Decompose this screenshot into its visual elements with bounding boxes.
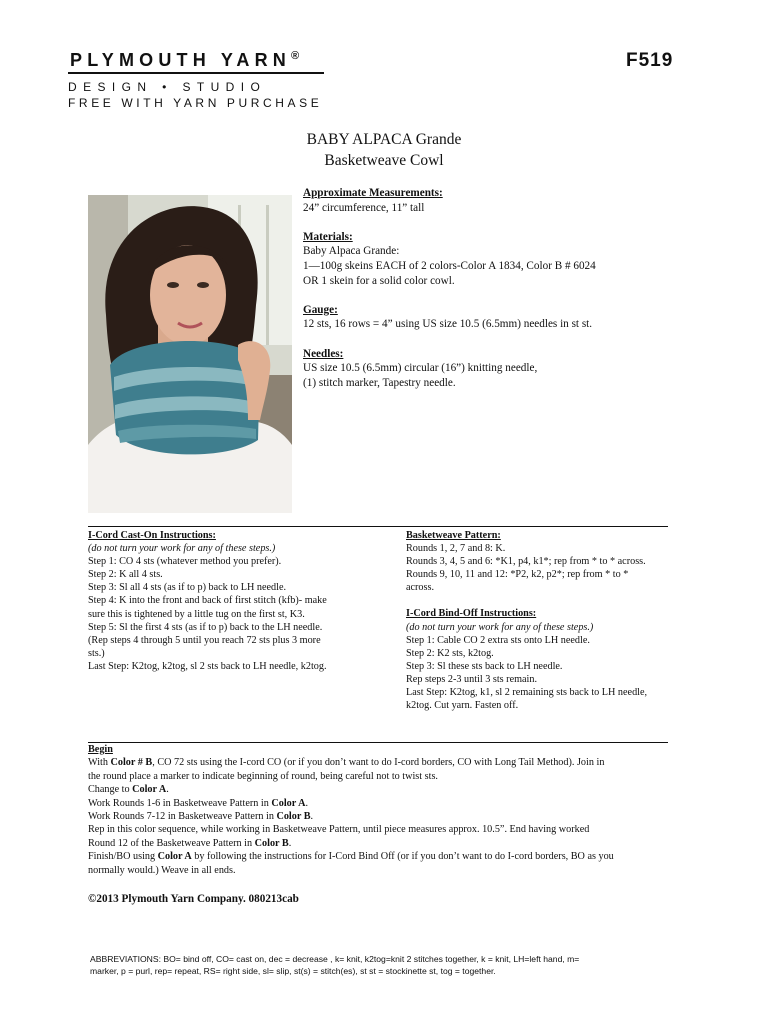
begin-heading: Begin [88, 744, 113, 755]
cast-on-step: Step 2: K all 4 sts. [88, 569, 163, 581]
brand-text: PLYMOUTH YARN [70, 50, 291, 70]
cast-on-step: Step 3: Sl all 4 sts (as if to p) back to LH needle. [88, 582, 287, 594]
cowl-model-photo [88, 195, 292, 513]
cast-on-note: (do not turn your work for any of these steps.) [88, 543, 276, 555]
needles-line: (1) stitch marker, Tapestry needle. [303, 376, 456, 389]
begin-line: Finish/BO using Color A by following the instructions for I-Cord Bind Off (or if you don’t want to do I-cord borders, BO as you [88, 851, 614, 863]
pattern-specs [303, 186, 683, 390]
right-column [406, 529, 681, 712]
needles-line: US size 10.5 (6.5mm) circular (16”) knitting needle, [303, 362, 538, 375]
basketweave-heading: Basketweave Pattern: [406, 530, 501, 541]
cast-on-step: (Rep steps 4 through 5 until you reach 72 sts plus 3 more [88, 634, 321, 646]
materials-heading: Materials: [303, 230, 353, 243]
materials-line: 1—100g skeins EACH of 2 colors-Color A 1834, Color B # 6024 [303, 259, 596, 272]
basketweave-line: Rounds 3, 4, 5 and 6: *K1, p4, k1*; rep from * to * across. [406, 556, 646, 568]
measurements-heading: Approximate Measurements: [303, 187, 443, 199]
bind-off-step: Rep steps 2-3 until 3 sts remain. [406, 673, 538, 685]
bind-off-note: (do not turn your work for any of these steps.) [406, 621, 594, 633]
pattern-code: F519 [626, 50, 674, 71]
design-studio-label: DESIGN • STUDIO [68, 80, 267, 94]
begin-line: Round 12 of the Basketweave Pattern in Color B. [88, 837, 292, 849]
basketweave-line: Rounds 1, 2, 7 and 8: K. [406, 543, 506, 555]
basketweave-line: Rounds 9, 10, 11 and 12: *P2, k2, p2*; rep from * to * [406, 569, 629, 581]
begin-line: Change to Color A. [88, 784, 169, 796]
cast-on-step: Step 5: Sl the first 4 sts (as if to p) back to the LH needle. [88, 621, 323, 633]
cast-on-step: Step 4: K into the front and back of first stitch (kfb)- make [88, 595, 327, 607]
gauge-text: 12 sts, 16 rows = 4” using US size 10.5 (6.5mm) needles in st st. [303, 318, 593, 331]
cast-on-step: sure this is tightened by a little tug on the first st, K3. [88, 608, 305, 620]
pattern-title-yarn: BABY ALPACA Grande [306, 131, 462, 148]
materials-line: OR 1 skein for a solid color cowl. [303, 274, 455, 287]
bind-off-step: Step 3: Sl these sts back to LH needle. [406, 660, 563, 672]
measurements-text: 24” circumference, 11” tall [303, 201, 425, 214]
cast-on-heading: I-Cord Cast-On Instructions: [88, 530, 216, 541]
bind-off-step: Step 1: Cable CO 2 extra sts onto LH needle. [406, 634, 590, 646]
abbreviations [90, 953, 680, 978]
gauge-heading: Gauge: [303, 303, 338, 316]
free-with-purchase-label: FREE WITH YARN PURCHASE [68, 96, 323, 110]
begin-line: With Color # B, CO 72 sts using the I-cord CO (or if you don’t want to do I-cord borders, CO with Long Tail Method). Join in [88, 757, 605, 769]
basketweave-line: across. [406, 582, 435, 594]
begin-line: Rep in this color sequence, while working in Basketweave Pattern, until piece measures approx. 10.5”. End having worked [88, 824, 590, 836]
materials-line: Baby Alpaca Grande: [303, 245, 400, 258]
begin-line: Work Rounds 7-12 in Basketweave Pattern in Color B. [88, 811, 314, 823]
brand-underline [68, 72, 324, 74]
pattern-title-name: Basketweave Cowl [324, 152, 444, 169]
copyright-notice: ©2013 Plymouth Yarn Company. 080213cab [88, 893, 299, 905]
begin-line: normally would.) Weave in all ends. [88, 864, 236, 876]
needles-heading: Needles: [303, 347, 344, 360]
bind-off-step: Last Step: K2tog, k1, sl 2 remaining sts back to LH needle, [406, 687, 648, 699]
begin-line: the round place a marker to indicate beginning of round, being careful not to twist sts. [88, 770, 438, 782]
bind-off-heading: I-Cord Bind-Off Instructions: [406, 608, 537, 620]
bind-off-step: Step 2: K2 sts, k2tog. [406, 647, 494, 659]
brand-name [70, 50, 299, 71]
begin-line: Work Rounds 1-6 in Basketweave Pattern in Color A. [88, 797, 308, 809]
bind-off-step: k2tog. Cut yarn. Fasten off. [406, 700, 519, 712]
section-divider [88, 526, 668, 527]
cast-on-step: Step 1: CO 4 sts (whatever method you prefer). [88, 556, 282, 568]
abbreviations-line: ABBREVIATIONS: BO= bind off, CO= cast on, dec = decrease , k= knit, k2tog=knit 2 stitches together, k = knit, LH=left hand, m= [90, 954, 580, 964]
abbreviations-line: marker, p = purl, rep= repeat, RS= right side, sl= slip, st(s) = stitch(es), st st = stockinette st, tog = together. [90, 966, 496, 977]
registered-mark: ® [290, 50, 300, 62]
cast-on-step: sts.) [88, 647, 105, 659]
cast-on-step: Last Step: K2tog, k2tog, sl 2 sts back to LH needle, k2tog. [88, 660, 327, 672]
icord-cast-on-section [88, 529, 388, 673]
begin-section [88, 743, 678, 877]
